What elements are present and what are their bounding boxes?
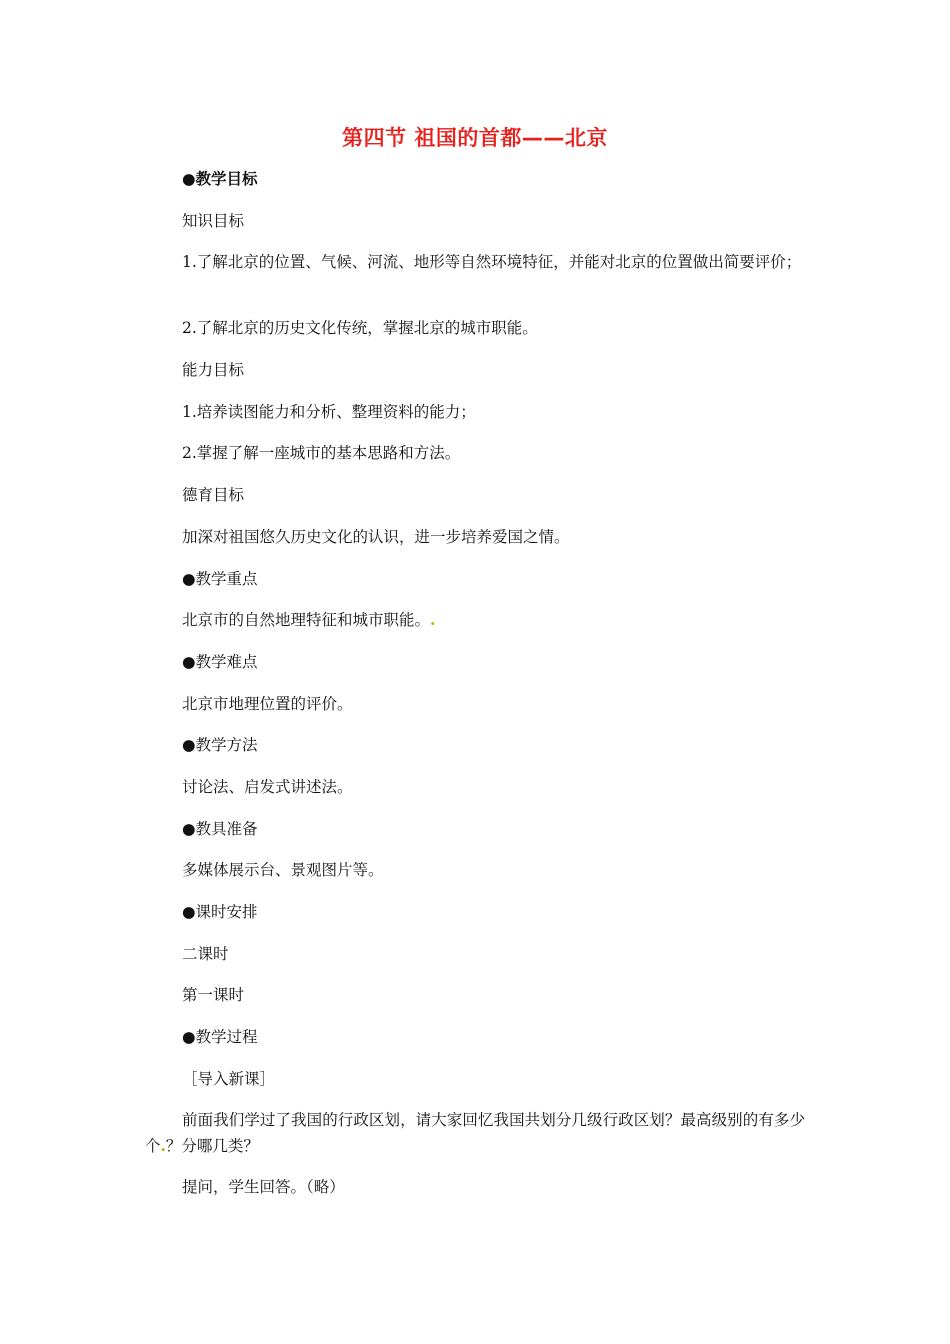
knowledge-goals-heading: 知识目标	[182, 212, 245, 230]
intro-text-b: ？分哪几类？	[165, 1137, 259, 1155]
schedule-text: 二课时	[182, 945, 229, 963]
ability-goal-1: 1.培养读图能力和分析、整理资料的能力；	[182, 403, 476, 421]
moral-goals-heading: 德育目标	[182, 486, 245, 504]
document-title: 第四节 祖国的首都——北京	[342, 126, 608, 150]
intro-mark: .	[160, 1136, 166, 1155]
difficult-points-text: 北京市地理位置的评价。	[182, 695, 353, 713]
teaching-goals-heading: ●教学目标	[182, 169, 258, 188]
intro-text-a: 前面我们学过了我国的行政区划，请大家回忆我国共划分几级行政区划？最高级别的有多少个	[145, 1111, 805, 1155]
intro-heading: ［导入新课］	[182, 1070, 276, 1088]
teaching-tools-text: 多媒体展示台、景观图片等。	[182, 861, 384, 879]
key-points-mark: .	[430, 610, 436, 629]
teaching-process-heading: ●教学过程	[182, 1028, 258, 1046]
first-lesson-label: 第一课时	[182, 986, 245, 1004]
answer-text: 提问，学生回答。（略）	[182, 1178, 345, 1196]
key-points-heading: ●教学重点	[182, 570, 258, 588]
schedule-heading: ●课时安排	[182, 903, 258, 921]
key-points-text: 北京市的自然地理特征和城市职能。	[182, 611, 431, 629]
key-points-line	[182, 609, 822, 631]
ability-goals-heading: 能力目标	[182, 361, 245, 379]
teaching-method-text: 讨论法、启发式讲述法。	[182, 778, 353, 796]
knowledge-goal-2: 2.了解北京的历史文化传统，掌握北京的城市职能。	[182, 319, 538, 337]
teaching-method-heading: ●教学方法	[182, 736, 258, 754]
moral-goal-text: 加深对祖国悠久历史文化的认识，进一步培养爱国之情。	[182, 528, 570, 546]
teaching-tools-heading: ●教具准备	[182, 820, 258, 838]
intro-paragraph	[145, 1107, 805, 1159]
knowledge-goal-1: 1.了解北京的位置、气候、河流、地形等自然环境特征，并能对北京的位置做出简要评价；	[182, 253, 802, 271]
ability-goal-2: 2.掌握了解一座城市的基本思路和方法。	[182, 444, 461, 462]
difficult-points-heading: ●教学难点	[182, 653, 258, 671]
